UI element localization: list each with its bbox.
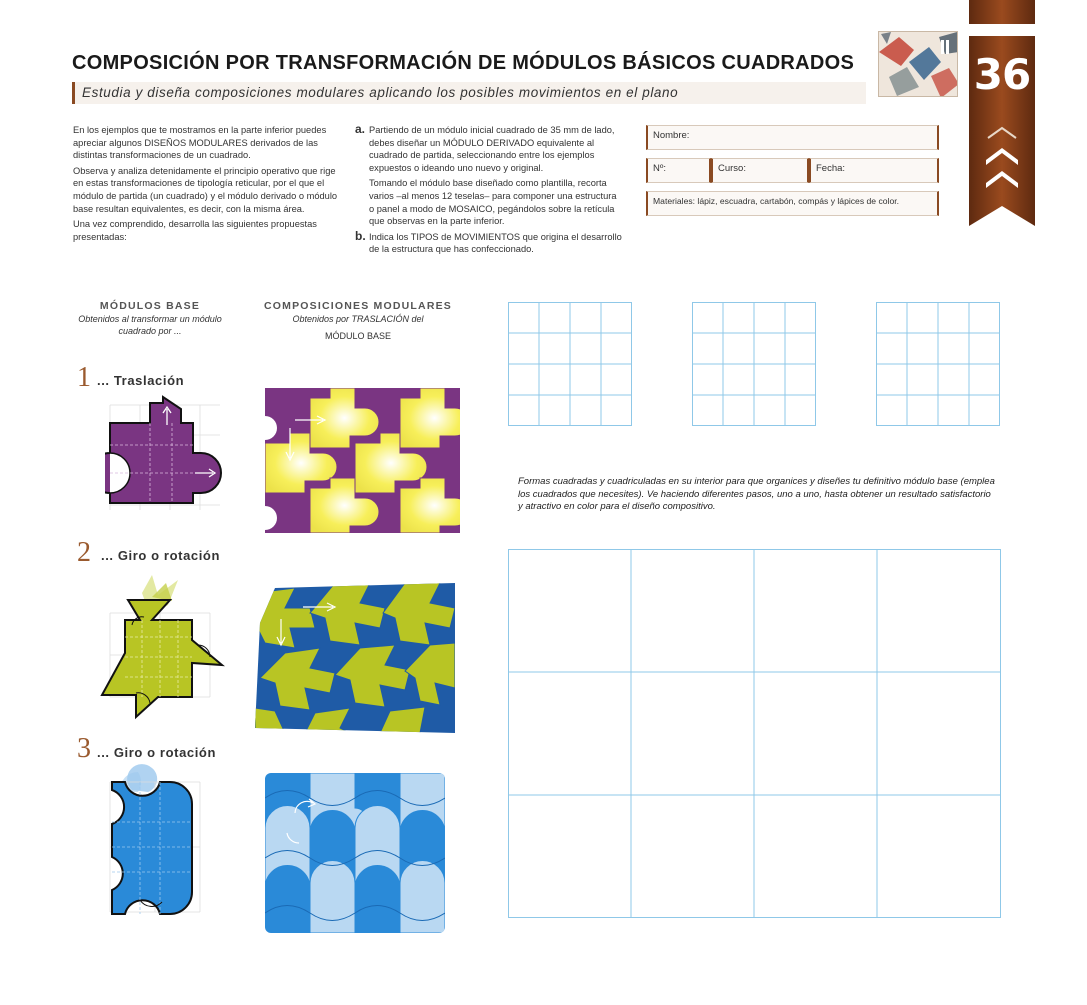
- step-number: 1: [77, 362, 91, 393]
- course-label: Curso:: [718, 163, 746, 174]
- composition-rotation-figure: [255, 583, 455, 733]
- task-a: [355, 124, 622, 228]
- task-text: Partiendo de un módulo inicial cuadrado de 35 mm de lado, debes diseñar un MÓDULO DERIVADO equivalente al cuadrado de partida, seleccionando entre los ejemplos expuestos o ideando uno nuevo y original.: [369, 125, 615, 173]
- compositions-subheading-2: MÓDULO BASE: [324, 331, 391, 341]
- modules-heading: MÓDULOS BASE: [99, 300, 201, 312]
- date-field[interactable]: [809, 158, 939, 183]
- thumbnail-image: [878, 31, 958, 97]
- intro-paragraph: En los ejemplos que te mostramos en la parte inferior puedes apreciar algunos DISEÑOS MODULARES derivados de las distintas transformaciones de un cuadrado.: [73, 125, 327, 161]
- step-number: 3: [77, 733, 91, 764]
- small-grid-3[interactable]: [876, 302, 1000, 426]
- composition-rotation-blue-figure: [265, 773, 445, 933]
- large-mosaic-grid[interactable]: [508, 549, 1001, 918]
- step-number: 2: [77, 537, 91, 568]
- task-b: [355, 228, 622, 256]
- page-ribbon: [969, 0, 1035, 226]
- grid-instructions: Formas cuadradas y cuadriculadas en su interior para que organices y diseñes tu definitivo módulo base (emplea los cuadrados que necesites). Ve haciendo diferentes pasos, uno a uno, hasta obtener un resultado satisfactorio y atractivo en color para el diseño compositivo.: [518, 476, 995, 512]
- subtitle: Estudia y diseña composiciones modulares aplicando los posibles movimientos en el plano: [82, 85, 679, 100]
- step-label: ... Giro o rotación: [97, 745, 217, 760]
- compositions-subheading: Obtenidos por TRASLACIÓN del: [292, 314, 424, 324]
- task-label: a.: [355, 122, 366, 136]
- module-rotation-figure: [80, 575, 230, 725]
- task-text: Tomando el módulo base diseñado como plantilla, recorta varios –al menos 12 teselas– para componer una estructura o panel a modo de MOSAICO, pegándolos sobre la retícula que observas en la parte inferior.: [369, 178, 617, 227]
- course-field[interactable]: [711, 158, 809, 183]
- intro-paragraph: Observa y analiza detenidamente el principio operativo que rige en estas transformaciones de tipología reticular, por el que el módulo de partida (un cuadrado) y el módulo derivado o módulo base resultan equivalentes, es decir, con la misma área.: [73, 165, 338, 214]
- compositions-heading: COMPOSICIONES MODULARES: [263, 300, 453, 312]
- task-list: [355, 124, 622, 259]
- name-field[interactable]: [646, 125, 939, 150]
- name-label: Nombre:: [653, 130, 690, 141]
- page-title: COMPOSICIÓN POR TRANSFORMACIÓN DE MÓDULOS BÁSICOS CUADRADOS: [72, 52, 855, 74]
- task-label: b.: [355, 228, 366, 243]
- module-rotation-blue-figure: [100, 762, 210, 922]
- page-number: 36: [973, 50, 1031, 99]
- module-translation-figure: [105, 395, 225, 515]
- intro-paragraph: Una vez comprendido, desarrolla las siguientes propuestas presentadas:: [73, 219, 317, 242]
- date-label: Fecha:: [816, 163, 846, 174]
- intro-text: [73, 124, 338, 246]
- composition-translation-figure: [265, 388, 460, 533]
- task-text: Indica los TIPOS de MOVIMIENTOS que origina el desarrollo de la estructura que has confeccionado.: [369, 231, 622, 255]
- number-field[interactable]: [646, 158, 711, 183]
- small-grid-2[interactable]: [692, 302, 816, 426]
- modules-subheading: Obtenidos al transformar un módulo cuadrado por ...: [78, 314, 222, 336]
- step-label: ... Giro o rotación: [101, 548, 221, 563]
- materials-field: [646, 191, 939, 216]
- step-label: ... Traslación: [97, 373, 185, 388]
- materials-label: Materiales: lápiz, escuadra, cartabón, compás y lápices de color.: [653, 196, 899, 206]
- small-grid-1[interactable]: [508, 302, 632, 426]
- number-label: Nº:: [653, 163, 666, 174]
